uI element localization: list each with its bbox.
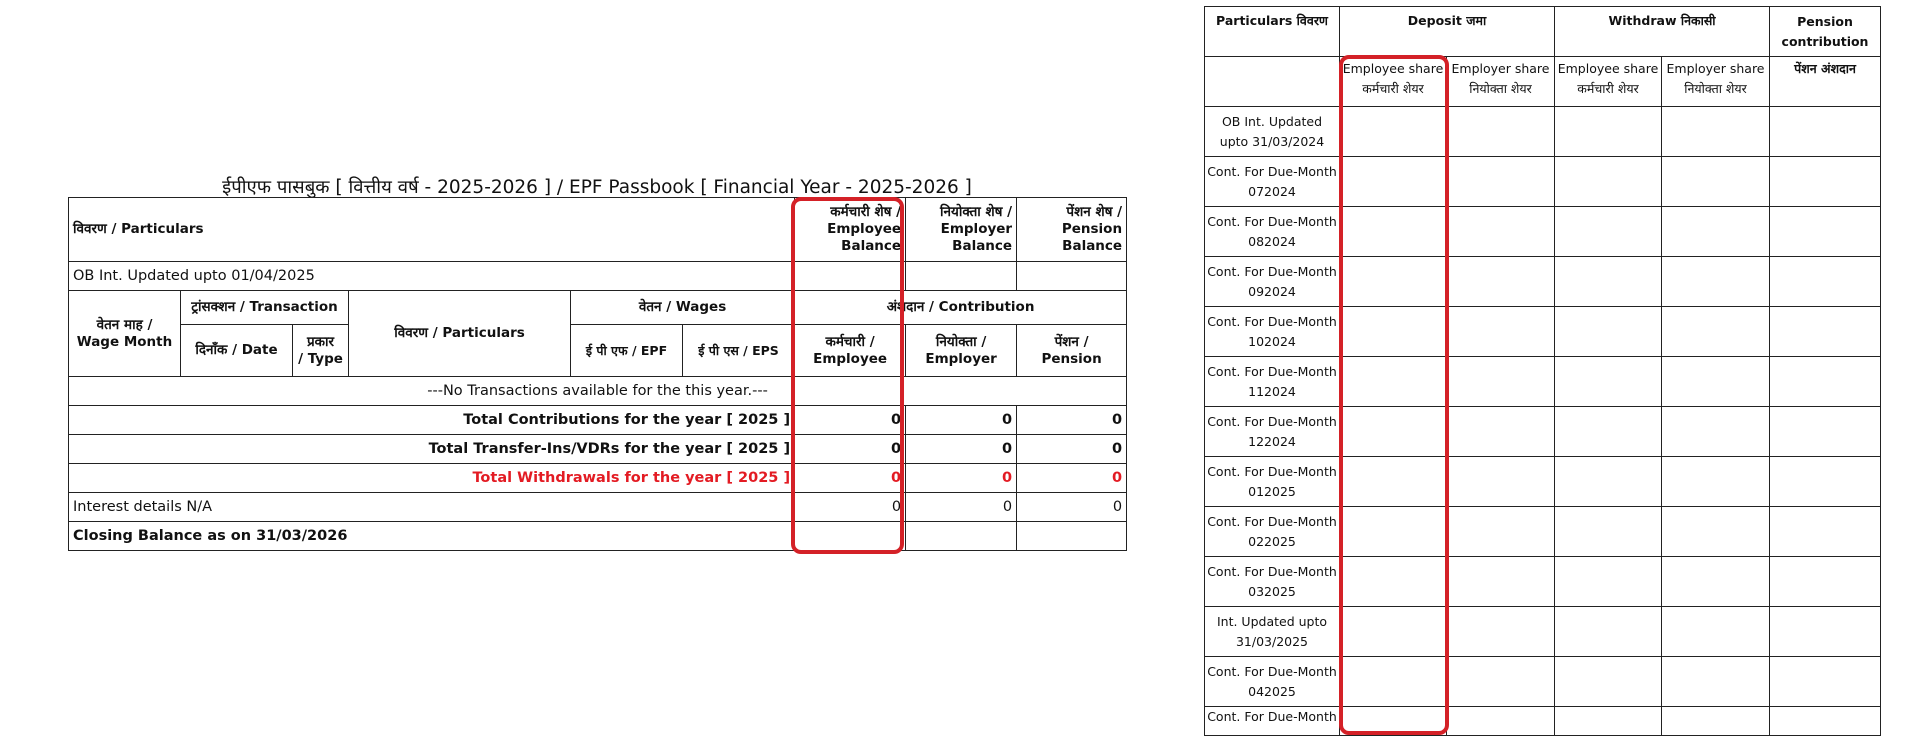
schedule-cell: [1662, 557, 1770, 607]
interest-employee: 0: [795, 493, 906, 522]
schedule-cell: [1447, 207, 1555, 257]
schedule-cell: [1447, 107, 1555, 157]
total-transfer-ins-employee: 0: [795, 435, 906, 464]
schedule-cell: [1770, 557, 1881, 607]
contribution-schedule-table: [1204, 6, 1881, 736]
schedule-cell: [1555, 107, 1662, 157]
closing-balance-row: [69, 522, 1127, 551]
employer-balance-header: नियोक्ता शेष / Employer Balance: [906, 198, 1017, 262]
schedule-cell: [1555, 307, 1662, 357]
deposit-employer-share-header: Employer share नियोक्ता शेयर: [1447, 57, 1555, 107]
schedule-cell: [1555, 357, 1662, 407]
schedule-cell: [1447, 307, 1555, 357]
date-header: दिनाँक / Date: [181, 325, 293, 377]
interest-label: Interest details N/A: [69, 493, 795, 522]
schedule-cell: [1770, 357, 1881, 407]
schedule-cell: [1662, 607, 1770, 657]
transaction-header-row-2: [69, 325, 1127, 377]
schedule-row: [1205, 707, 1881, 736]
schedule-row-label: Cont. For Due-Month 042025: [1205, 657, 1340, 707]
schedule-cell: [1662, 257, 1770, 307]
passbook-title: ईपीएफ पासबुक [ वित्तीय वर्ष - 2025-2026 ] / EPF Passbook [ Financial Year - 2025-2026 ]: [222, 177, 972, 198]
schedule-cell: [1555, 207, 1662, 257]
schedule-cell: [1662, 457, 1770, 507]
schedule-row-label: Cont. For Due-Month 122024: [1205, 407, 1340, 457]
schedule-row-label: Cont. For Due-Month 012025: [1205, 457, 1340, 507]
schedule-cell: [1662, 407, 1770, 457]
schedule-rows: [1205, 107, 1881, 736]
epf-header: ई पी एफ / EPF: [571, 325, 683, 377]
particulars-subheader: विवरण / Particulars: [349, 291, 571, 377]
opening-balance-row: [69, 262, 1127, 291]
total-transfer-ins-label: Total Transfer-Ins/VDRs for the year [ 2025 ]: [69, 435, 795, 464]
wage-month-header: वेतन माह / Wage Month: [69, 291, 181, 377]
schedule-cell: [1770, 457, 1881, 507]
employee-column-highlight: [791, 197, 904, 554]
schedule-cell: [1770, 207, 1881, 257]
schedule-cell: [1662, 657, 1770, 707]
total-contributions-row: [69, 406, 1127, 435]
schedule-row: [1205, 107, 1881, 157]
closing-balance-label: Closing Balance as on 31/03/2026: [69, 522, 795, 551]
total-transfer-ins-row: [69, 435, 1127, 464]
schedule-row: [1205, 157, 1881, 207]
schedule-row-label: Cont. For Due-Month 112024: [1205, 357, 1340, 407]
withdraw-employee-share-header: Employee share कर्मचारी शेयर: [1555, 57, 1662, 107]
schedule-row-label: Cont. For Due-Month 072024: [1205, 157, 1340, 207]
schedule-pension-header: Pension contribution: [1770, 7, 1881, 57]
schedule-cell: [1447, 707, 1555, 736]
total-withdrawals-employee: 0: [795, 464, 906, 493]
employee-balance-header: कर्मचारी शेष / Employee Balance: [795, 198, 906, 262]
no-transactions-message: ---No Transactions available for the this year.---: [69, 377, 1127, 406]
schedule-row: [1205, 457, 1881, 507]
pension-contribution-subheader: पेंशन अंशदान: [1770, 57, 1881, 107]
schedule-cell: [1555, 507, 1662, 557]
schedule-row: [1205, 507, 1881, 557]
schedule-cell: [1662, 107, 1770, 157]
schedule-row-label: Cont. For Due-Month 032025: [1205, 557, 1340, 607]
total-transfer-ins-pension: 0: [1017, 435, 1127, 464]
schedule-cell: [1447, 607, 1555, 657]
transaction-header: ट्रांसक्शन / Transaction: [181, 291, 349, 325]
schedule-row-label: Cont. For Due-Month 102024: [1205, 307, 1340, 357]
particulars-header: विवरण / Particulars: [69, 198, 795, 262]
schedule-cell: [1770, 107, 1881, 157]
pension-balance-header: पेंशन शेष / Pension Balance: [1017, 198, 1127, 262]
schedule-row: [1205, 357, 1881, 407]
interest-pension: 0: [1017, 493, 1127, 522]
schedule-row: [1205, 607, 1881, 657]
schedule-cell: [1770, 507, 1881, 557]
schedule-row: [1205, 557, 1881, 607]
total-withdrawals-employer: 0: [906, 464, 1017, 493]
schedule-cell: [1555, 707, 1662, 736]
opening-balance-label: OB Int. Updated upto 01/04/2025: [69, 262, 795, 291]
schedule-withdraw-header: Withdraw निकासी: [1555, 7, 1770, 57]
transaction-header-row-1: [69, 291, 1127, 325]
schedule-cell: [1447, 507, 1555, 557]
total-withdrawals-pension: 0: [1017, 464, 1127, 493]
schedule-row: [1205, 207, 1881, 257]
schedule-cell: [1447, 557, 1555, 607]
employee-share-highlight: [1339, 55, 1449, 735]
schedule-row-label: Cont. For Due-Month 022025: [1205, 507, 1340, 557]
schedule-cell: [1447, 157, 1555, 207]
schedule-cell: [1770, 657, 1881, 707]
schedule-row-label: Cont. For Due-Month 082024: [1205, 207, 1340, 257]
schedule-row: [1205, 657, 1881, 707]
schedule-cell: [1555, 157, 1662, 207]
balance-header-row: [69, 198, 1127, 262]
schedule-cell: [1555, 257, 1662, 307]
schedule-cell: [1770, 607, 1881, 657]
schedule-cell: [1770, 407, 1881, 457]
schedule-cell: [1447, 457, 1555, 507]
schedule-cell: [1662, 707, 1770, 736]
schedule-cell: [1770, 257, 1881, 307]
total-transfer-ins-employer: 0: [906, 435, 1017, 464]
schedule-cell: [1447, 357, 1555, 407]
pension-contribution-header: पेंशन / Pension: [1017, 325, 1127, 377]
schedule-cell: [1770, 307, 1881, 357]
total-withdrawals-row: [69, 464, 1127, 493]
schedule-cell: [1447, 257, 1555, 307]
schedule-cell: [1555, 557, 1662, 607]
schedule-row-label: Cont. For Due-Month: [1205, 707, 1340, 736]
total-contributions-employee: 0: [795, 406, 906, 435]
schedule-row-label: Int. Updated upto 31/03/2025: [1205, 607, 1340, 657]
schedule-cell: [1662, 307, 1770, 357]
schedule-cell: [1662, 357, 1770, 407]
total-withdrawals-label: Total Withdrawals for the year [ 2025 ]: [69, 464, 795, 493]
employer-contribution-header: नियोक्ता / Employer: [906, 325, 1017, 377]
epf-passbook-table: [68, 197, 1127, 551]
schedule-cell: [1555, 657, 1662, 707]
schedule-particulars-header: Particulars विवरण: [1205, 7, 1340, 57]
schedule-cell: [1447, 407, 1555, 457]
schedule-cell: [1662, 507, 1770, 557]
schedule-cell: [1662, 157, 1770, 207]
schedule-header-row: [1205, 7, 1881, 57]
contribution-header: अंशदान / Contribution: [795, 291, 1127, 325]
schedule-row: [1205, 257, 1881, 307]
schedule-subheader-row: [1205, 57, 1881, 107]
schedule-row-label: OB Int. Updated upto 31/03/2024: [1205, 107, 1340, 157]
total-contributions-employer: 0: [906, 406, 1017, 435]
deposit-employee-share-header: Employee share कर्मचारी शेयर: [1340, 57, 1447, 107]
employee-contribution-header: कर्मचारी / Employee: [795, 325, 906, 377]
schedule-cell: [1662, 207, 1770, 257]
schedule-deposit-header: Deposit जमा: [1340, 7, 1555, 57]
total-contributions-label: Total Contributions for the year [ 2025 ]: [69, 406, 795, 435]
schedule-cell: [1555, 457, 1662, 507]
schedule-row: [1205, 407, 1881, 457]
schedule-cell: [1770, 707, 1881, 736]
type-header: प्रकार / Type: [293, 325, 349, 377]
schedule-cell: [1447, 657, 1555, 707]
schedule-row: [1205, 307, 1881, 357]
interest-row: [69, 493, 1127, 522]
interest-employer: 0: [906, 493, 1017, 522]
schedule-cell: [1555, 407, 1662, 457]
schedule-cell: [1555, 607, 1662, 657]
schedule-row-label: Cont. For Due-Month 092024: [1205, 257, 1340, 307]
schedule-cell: [1770, 157, 1881, 207]
total-contributions-pension: 0: [1017, 406, 1127, 435]
withdraw-employer-share-header: Employer share नियोक्ता शेयर: [1662, 57, 1770, 107]
wages-header: वेतन / Wages: [571, 291, 795, 325]
eps-header: ई पी एस / EPS: [683, 325, 795, 377]
no-transactions-row: [69, 377, 1127, 406]
